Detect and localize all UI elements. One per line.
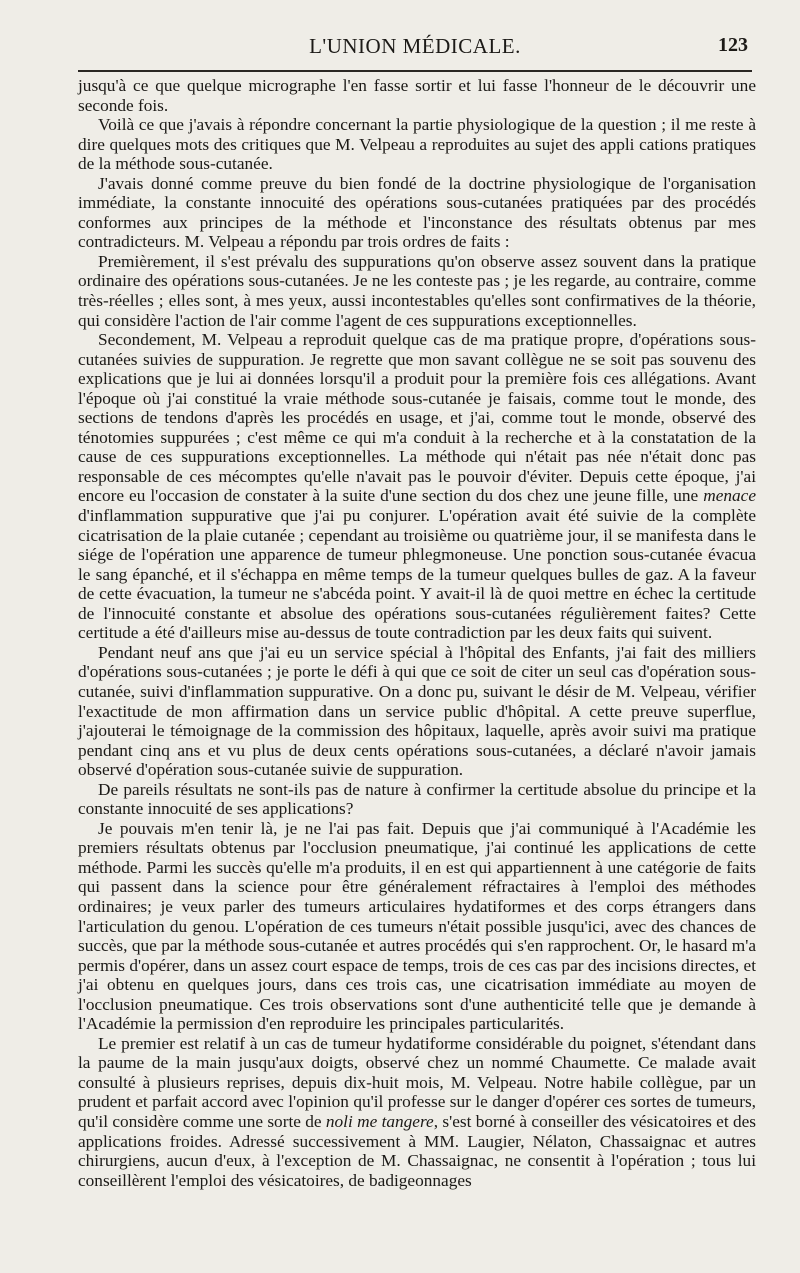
paragraph bbox=[78, 1034, 756, 1190]
paragraph-text: , s'est borné à conseiller des vésicatoires et des applications froides. Adressé successivement à MM. Laugier, Nélaton, Chassaignac et autres chirurgiens, aucun d'eux, à l'exception de M. Chassaignac, ne consentit à l'opération ; tous lui conseillèrent l'emploi des vésicatoires, de badigeonnages bbox=[78, 1111, 756, 1190]
paragraph bbox=[78, 780, 756, 819]
paragraph-text: Je pouvais m'en tenir là, je ne l'ai pas fait. Depuis que j'ai communiqué à l'Académie les premiers résultats obtenus par l'occlusion pneumatique, j'ai continué les applications de cette méthode. Parmi les succès qu'elle m'a produits, il en est qui appartiennent à une catégorie de faits qui passent dans la science pour être généralement réfractaires à l'emploi des méthodes ordinaires; je veux parler des tumeurs articulaires hydatiformes et des corps étrangers dans l'articulation du genou. L'opération de ces tumeurs n'était possible jusqu'ici, avec des chances de succès, que par la méthode sous-cutanée et autres procédés qui s'en rapprochent. Or, le hasard m'a permis d'opérer, dans un assez court espace de temps, trois de ces cas par des incisions directes, et j'ai obtenu en quelques jours, dans ces trois cas, une cicatrisation immédiate au moyen de l'occlusion pneumatique. Ces trois observations sont d'une authenticité telle que je demande à l'Académie la permission d'en reproduire les principales particularités. bbox=[78, 818, 756, 1034]
page-number: 123 bbox=[718, 34, 748, 56]
paragraph bbox=[78, 643, 756, 780]
paragraph-text: Pendant neuf ans que j'ai eu un service spécial à l'hôpital des Enfants, j'ai fait des milliers d'opérations sous-cutanées ; je porte le défi à qui que ce soit de citer un seul cas d'opération sous-cutanée, suivi d'inflammation suppurative. On a donc pu, suivant le désir de M. Velpeau, vérifier l'exactitude de mon affirmation dans un service public d'hôpital. A cette preuve superflue, j'ajouterai le témoignage de la commission des hôpitaux, laquelle, après avoir suivi ma pratique pendant cinq ans et vu plus de deux cents opérations sous-cutanées, a déclaré n'avoir jamais observé d'opération sous-cutanée suivie de suppuration. bbox=[78, 642, 756, 780]
paragraph-text: d'inflammation suppurative que j'ai pu conjurer. L'opération avait été suivie de la complète cicatrisation de la plaie cutanée ; cependant au troisième ou quatrième jour, il se manifesta dans le siége de l'opération une apparence de tumeur phlegmoneuse. Une ponction sous-cutanée évacua le sang épanché, et il s'échappa en même temps de la tumeur quelques bulles de gaz. A la faveur de cette évacuation, la tumeur ne s'abcéda point. Y avait-il là de quoi mettre en échec la certitude de l'innocuité constante et absolue des opérations sous-cutanées régulièrement faites? Cette certitude a été d'ailleurs mise au-dessus de toute contradiction par les deux faits qui suivent. bbox=[78, 506, 756, 643]
paragraph-text: jusqu'à ce que quelque micrographe l'en fasse sortir et lui fasse l'honneur de le découvrir une seconde fois. bbox=[78, 76, 756, 115]
paragraph bbox=[78, 115, 756, 174]
paragraph bbox=[78, 76, 756, 115]
header-rule bbox=[78, 70, 752, 72]
paragraph-text: Le premier est relatif à un cas de tumeur hydatiforme considérable du poignet, s'étendant dans la paume de la main jusqu'aux doigts, observé chez un nommé Chaumette. Ce malade avait consulté à plusieurs reprises, depuis dix-huit mois, M. Velpeau. Notre habile collègue, par un prudent et parfait accord avec l'opinion qu'il professe sur le danger d'opérer ces sortes de tumeurs, qu'il considère comme une sorte de bbox=[78, 1033, 756, 1131]
italic-text: menace bbox=[703, 486, 756, 506]
paragraph-text: J'avais donné comme preuve du bien fondé de la doctrine physiologique de l'organisation immédiate, la constante innocuité des opérations sous-cutanées pratiquées par des procédés conformes aux principes de la méthode et l'inconstance des résultats obtenus par mes contradicteurs. M. Velpeau a répondu par trois ordres de faits : bbox=[78, 173, 756, 252]
paragraph-text: Secondement, M. Velpeau a reproduit quelque cas de ma pratique propre, d'opérations sous-cutanées suivies de suppuration. Je regrette que mon savant collègue ne se soit pas souvenu des explications que je lui ai données lorsqu'il a produit pour la première fois ces allégations. Avant l'époque où j'ai constitué la vraie méthode sous-cutanée je faisais, comme tout le monde, des sections de tendons d'après les procédés en usage, et j'ai, comme tout le monde, observé des ténotomies suppurées ; c'est même ce qui m'a conduit à la recherche et à la constatation de la cause de ces suppurations exceptionnelles. La méthode qui n'était pas née n'était donc pas responsable de ces mécomptes qu'elle n'avait pas le pouvoir d'éviter. Depuis cette époque, j'ai encore eu l'occasion de constater à la suite d'une section du dos chez une jeune fille, une bbox=[78, 330, 756, 506]
paragraph bbox=[78, 330, 756, 643]
paragraph-text: De pareils résultats ne sont-ils pas de nature à confirmer la certitude absolue du principe et la constante innocuité de ses applications? bbox=[78, 779, 756, 819]
running-header bbox=[78, 28, 752, 64]
paragraph bbox=[78, 819, 756, 1034]
paragraph-text: Premièrement, il s'est prévalu des suppurations qu'on observe assez souvent dans la pratique ordinaire des opérations sous-cutanées. Je ne les conteste pas ; je les regarde, au contraire, comme très-réelles ; elles sont, à mes yeux, aussi incontestables qu'elles sont confirmatives de la théorie, qui considère l'action de l'air comme l'agent de ces suppurations exceptionnelles. bbox=[78, 251, 756, 330]
paragraph-text: Voilà ce que j'avais à répondre concernant la partie physiologique de la question ; il me reste à dire quelques mots des critiques que M. Velpeau a reproduites au sujet des appli cations pratiques de la méthode sous-cutanée. bbox=[78, 115, 756, 174]
running-title: L'UNION MÉDICALE. bbox=[309, 34, 521, 58]
paragraph bbox=[78, 252, 756, 330]
italic-text: noli me tangere bbox=[325, 1111, 434, 1131]
body-text bbox=[78, 76, 756, 1190]
paragraph bbox=[78, 174, 756, 252]
